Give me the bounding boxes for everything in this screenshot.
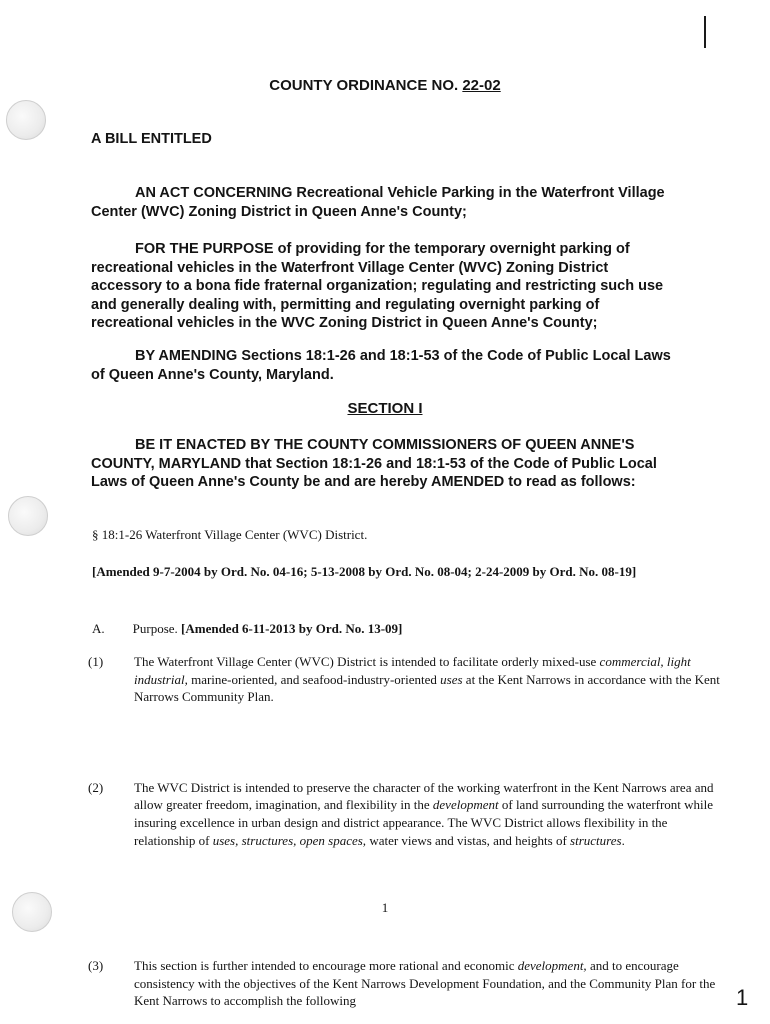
- punch-hole-icon: [6, 100, 46, 140]
- by-amending-paragraph: BY AMENDING Sections 18:1-26 and 18:1-53 of the Code of Public Local Laws of Queen Anne's County, Maryland.: [91, 348, 671, 383]
- paragraph-3-number: (3): [88, 958, 104, 974]
- paragraph-3: (3) This section is further intended to encourage more rational and economic development, and to encourage consistency with the objectives of the Kent Narrows Development Foundation, and the Community Plan for the Kent Narrows to accomplish the following: [88, 958, 716, 1009]
- code-section-heading: § 18:1-26 Waterfront Village Center (WVC) District.: [92, 527, 368, 542]
- margin-mark: [704, 16, 706, 48]
- amended-history: [Amended 9-7-2004 by Ord. No. 04-16; 5-13-2008 by Ord. No. 08-04; 2-24-2009 by Ord. No. 08-19]: [92, 564, 637, 579]
- subsection-a: A. Purpose. [Amended 6-11-2013 by Ord. No. 13-09]: [92, 621, 403, 636]
- bill-entitled-heading: A BILL ENTITLED: [91, 131, 212, 147]
- ordinance-title: COUNTY ORDINANCE NO. 22-02: [269, 77, 501, 94]
- paragraph-1: (1) The Waterfront Village Center (WVC) District is intended to facilitate orderly mixed-use commercial, light industrial, marine-oriented, and seafood-industry-oriented uses at the Kent Narrows in accordance with the Kent Narrows Community Plan.: [88, 654, 720, 705]
- enacted-paragraph: BE IT ENACTED BY THE COUNTY COMMISSIONERS OF QUEEN ANNE'S COUNTY, MARYLAND that Section 18:1-26 and 18:1-53 of the Code of Public Local Laws of Queen Anne's County be and are hereby AMENDED to read as follows:: [91, 437, 657, 490]
- paragraph-2-number: (2): [88, 779, 104, 795]
- act-concerning-paragraph: AN ACT CONCERNING Recreational Vehicle Parking in the Waterfront Village Center (WVC) Zoning District in Queen Anne's County;: [91, 185, 665, 220]
- paragraph-1-number: (1): [88, 654, 104, 669]
- paragraph-2: (2) The WVC District is intended to preserve the character of the working waterfront in the Kent Narrows area and allow greater freedom, imagination, and flexibility in the development of land surrounding the waterfront while insuring excellence in urban design and district appearance. The WVC District allows flexibility in the relationship of uses, structures, open spaces, water views and vistas, and heights of structures.: [88, 779, 714, 848]
- subsection-a-amended: [Amended 6-11-2013 by Ord. No. 13-09]: [181, 621, 403, 636]
- page-number: 1: [381, 900, 389, 915]
- corner-page-number: 1: [736, 985, 749, 1010]
- purpose-paragraph: FOR THE PURPOSE of providing for the temporary overnight parking of recreational vehicles in the Waterfront Village Center (WVC) Zoning District accessory to a bona fide fraternal organization; regulating and restricting such use and generally dealing with, permitting and regulating overnight parking of recreational vehicles in the WVC Zoning District in Queen Anne's County;: [91, 241, 664, 331]
- ordinance-number: 22-02: [462, 77, 501, 94]
- section-heading: SECTION I: [347, 400, 423, 417]
- punch-hole-icon: [8, 496, 48, 536]
- subsection-a-label: A.: [92, 621, 105, 636]
